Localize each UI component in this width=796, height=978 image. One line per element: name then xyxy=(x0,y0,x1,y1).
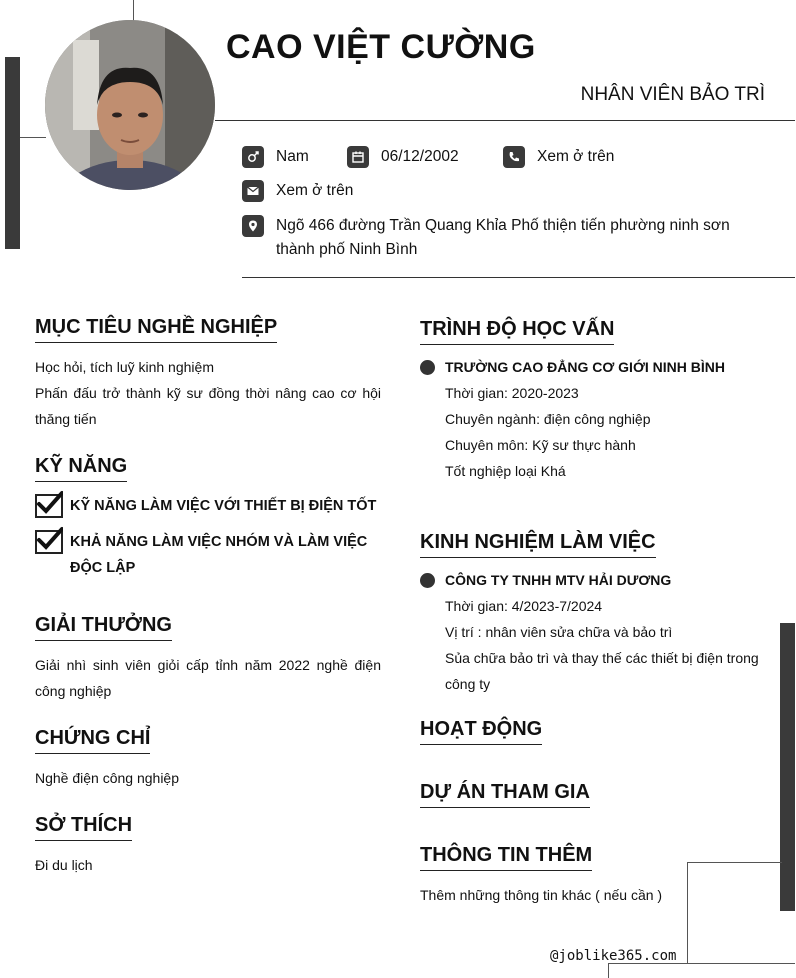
section-title-education: TRÌNH ĐỘ HỌC VẤN xyxy=(420,318,614,345)
education-major: Chuyên ngành: điện công nghiệp xyxy=(445,411,651,427)
decorative-line-avatar xyxy=(20,137,46,138)
hobbies-text: Đi du lịch xyxy=(35,857,93,873)
section-title-experience: KINH NGHIỆM LÀM VIỆC xyxy=(420,531,656,558)
mail-icon xyxy=(242,180,264,202)
gender-value: Nam xyxy=(276,148,309,165)
decorative-corner-box-small xyxy=(608,963,795,978)
email-value: Xem ở trên xyxy=(276,182,354,199)
skill-item xyxy=(35,529,381,581)
objective-line-1: Học hỏi, tích luỹ kinh nghiệm xyxy=(35,359,214,375)
birthday-value: 06/12/2002 xyxy=(381,148,459,165)
checkbox-icon xyxy=(35,494,63,518)
candidate-name: CAO VIỆT CƯỜNG xyxy=(226,28,536,66)
watermark: @joblike365.com xyxy=(550,948,677,964)
extra-text: Thêm những thông tin khác ( nếu cần ) xyxy=(420,887,663,903)
section-title-projects: DỰ ÁN THAM GIA xyxy=(420,781,590,808)
objective-line-2: Phấn đấu trở thành kỹ sư đồng thời nâng cao cơ hội thăng tiến xyxy=(35,385,381,427)
calendar-icon xyxy=(347,146,369,168)
address-value: Ngõ 466 đường Trần Quang Khỉa Phố thiện tiến phường ninh sơn thành phố Ninh Bình xyxy=(276,217,730,258)
decorative-corner-box xyxy=(687,862,782,964)
certificates-text: Nghề điện công nghiệp xyxy=(35,770,180,786)
awards-text: Giải nhì sinh viên giỏi cấp tỉnh năm 2022 nghề điện công nghiệp xyxy=(35,657,381,699)
skill-item xyxy=(35,493,381,519)
experience-entry xyxy=(420,567,770,697)
section-title-awards: GIẢI THƯỞNG xyxy=(35,614,172,641)
education-entry xyxy=(420,354,770,484)
info-birthday xyxy=(347,146,459,168)
company-name: CÔNG TY TNHH MTV HẢI DƯƠNG xyxy=(445,572,672,588)
section-title-skills: KỸ NĂNG xyxy=(35,455,127,482)
info-email xyxy=(242,180,353,202)
education-grade: Tốt nghiệp loại Khá xyxy=(445,463,566,479)
info-address xyxy=(242,214,742,262)
job-title: NHÂN VIÊN BẢO TRÌ xyxy=(580,84,765,105)
header-divider xyxy=(215,120,795,121)
gender-icon xyxy=(242,146,264,168)
phone-icon xyxy=(503,146,525,168)
location-icon xyxy=(242,215,264,237)
skill-label: KỸ NĂNG LÀM VIỆC VỚI THIẾT BỊ ĐIỆN TỐT xyxy=(70,498,377,514)
education-subject: Chuyên môn: Kỹ sư thực hành xyxy=(445,437,636,453)
bullet-dot-icon xyxy=(420,360,435,375)
experience-description: Sủa chữa bảo trì và thay thế các thiết bị điện trong công ty xyxy=(445,650,759,692)
experience-time: Thời gian: 4/2023-7/2024 xyxy=(445,598,603,614)
section-title-objective: MỤC TIÊU NGHỀ NGHIỆP xyxy=(35,316,277,343)
experience-position: Vị trí : nhân viên sửa chữa và bảo trì xyxy=(445,624,673,640)
info-divider xyxy=(242,277,795,278)
skill-label: KHẢ NĂNG LÀM VIỆC NHÓM VÀ LÀM VIỆC ĐỘC LẬP xyxy=(70,534,368,576)
info-phone xyxy=(503,146,614,168)
bullet-dot-icon xyxy=(420,573,435,588)
checkbox-icon xyxy=(35,530,63,554)
decorative-bar-right xyxy=(780,623,795,911)
avatar xyxy=(45,20,215,190)
section-title-hobbies: SỞ THÍCH xyxy=(35,814,132,841)
school-name: TRƯỜNG CAO ĐẲNG CƠ GIỚI NINH BÌNH xyxy=(445,359,725,375)
education-time: Thời gian: 2020-2023 xyxy=(445,385,579,401)
section-title-certificates: CHỨNG CHỈ xyxy=(35,727,150,754)
section-title-activities: HOẠT ĐỘNG xyxy=(420,718,542,745)
decorative-bar-left xyxy=(5,57,20,249)
section-title-extra: THÔNG TIN THÊM xyxy=(420,844,592,871)
phone-value: Xem ở trên xyxy=(537,148,615,165)
info-gender xyxy=(242,146,309,168)
